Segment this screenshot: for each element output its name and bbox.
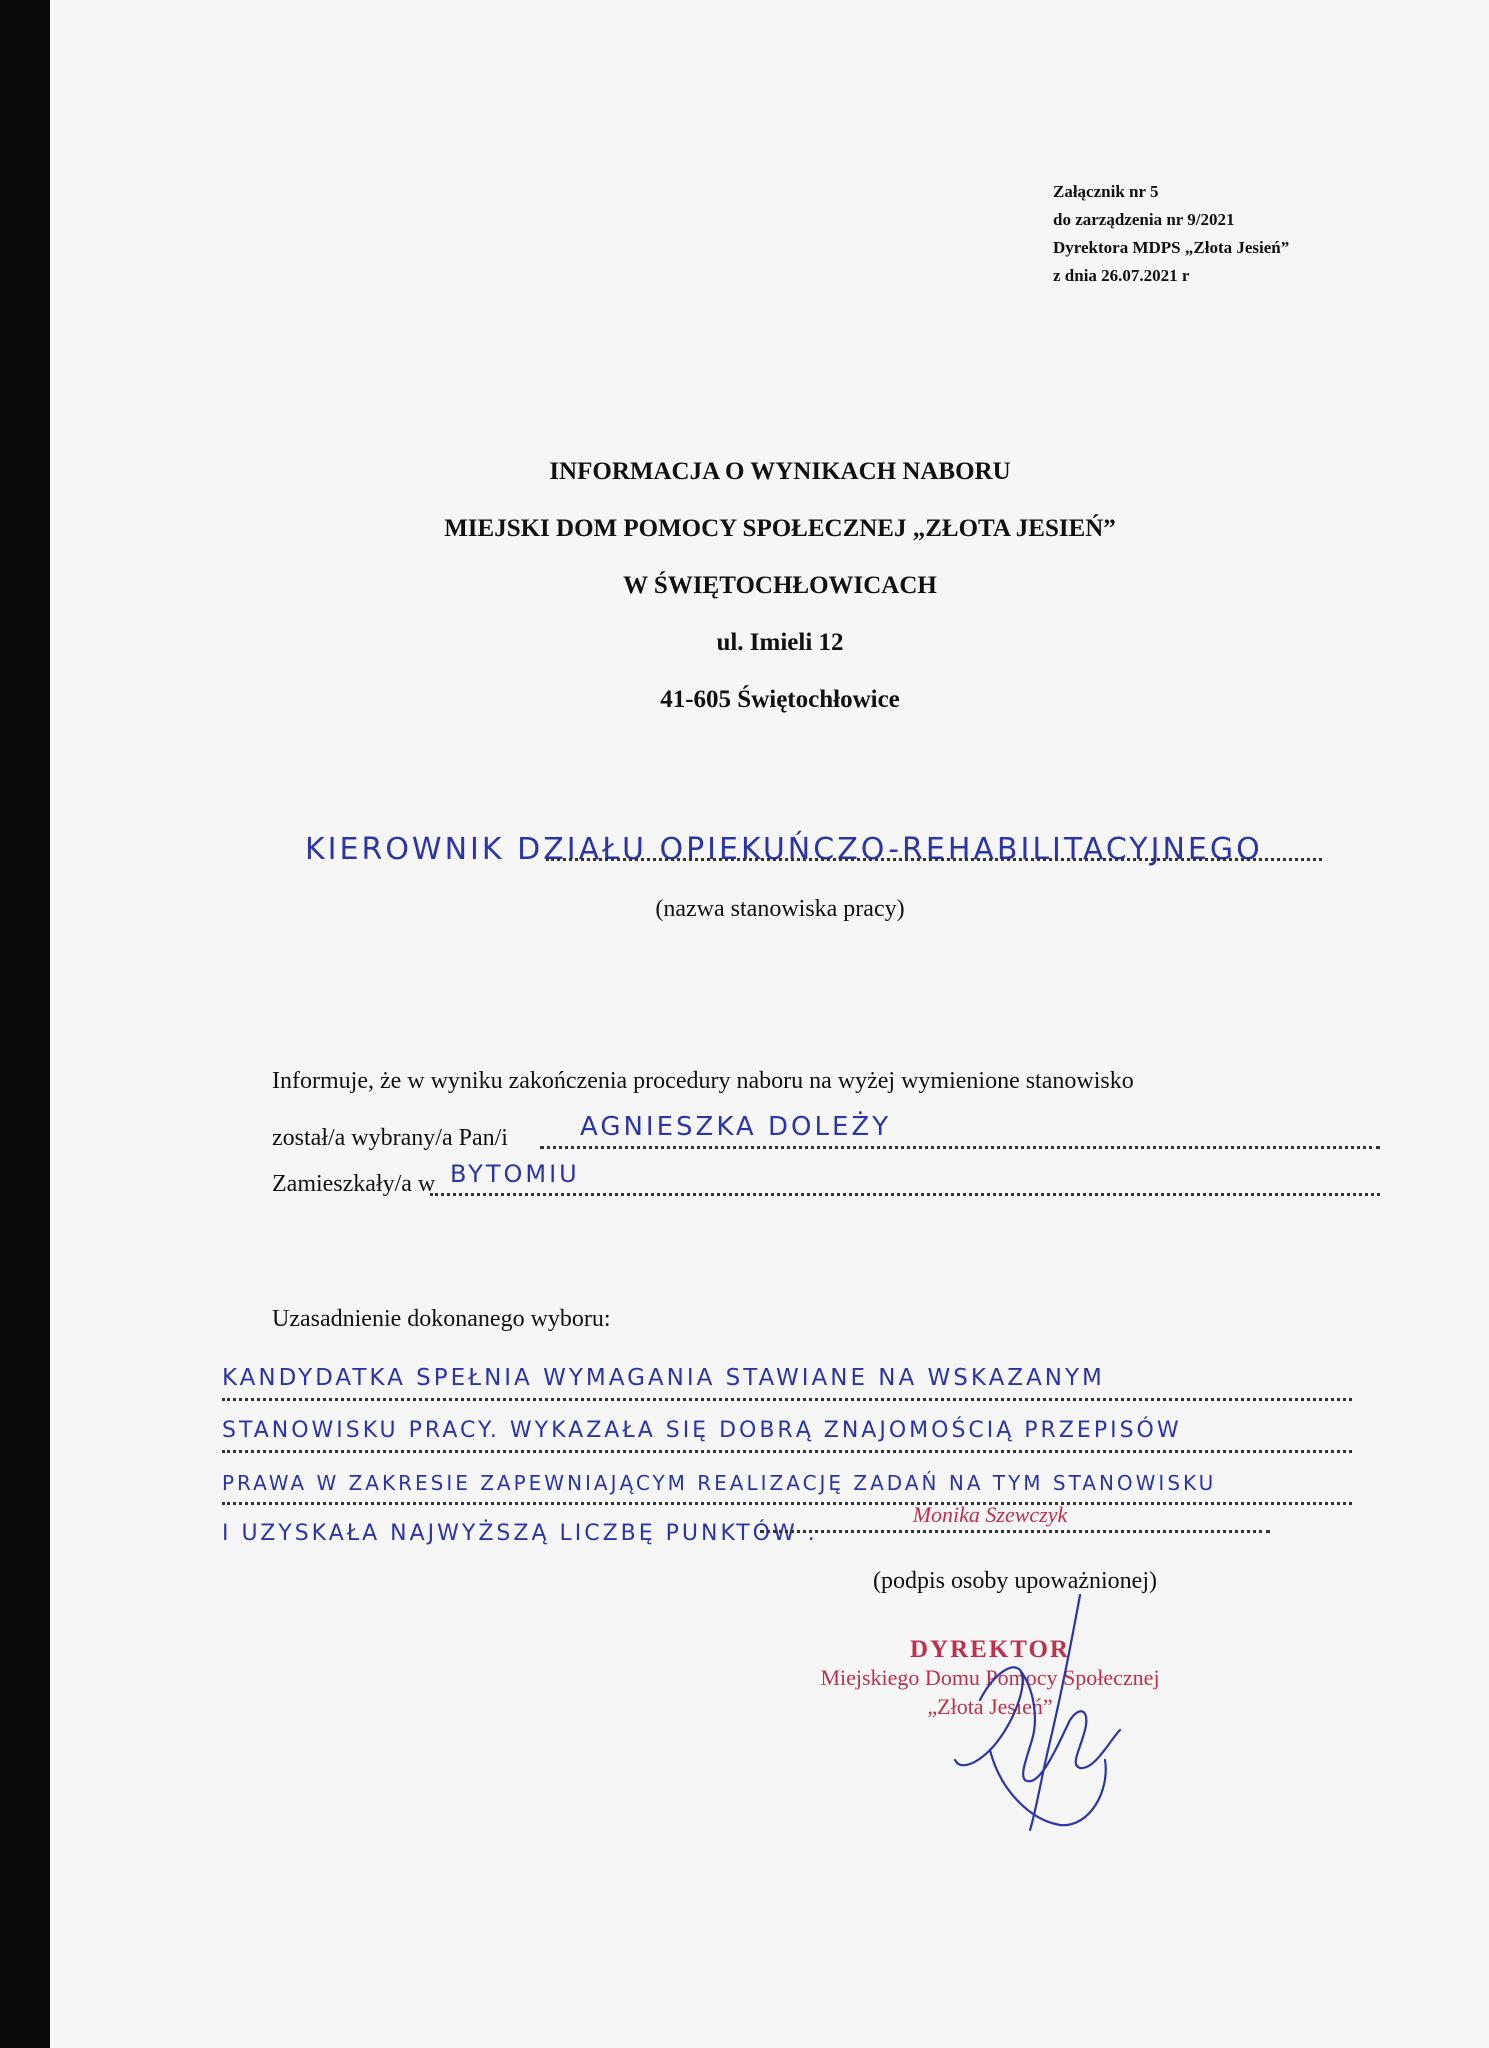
annex-line: Załącznik nr 5 (1053, 182, 1159, 201)
justification-dotted-line (222, 1450, 1352, 1453)
institution-postal: 41-605 Świętochłowice (660, 686, 900, 713)
residence-dotted-line (430, 1193, 1380, 1196)
intro-text: Informuje, że w wyniku zakończenia procedury naboru na wyżej wymienione stanowisko (272, 1068, 1134, 1094)
chosen-dotted-line (540, 1146, 1380, 1149)
annex-block (1053, 178, 1289, 290)
annex-line: z dnia 26.07.2021 r (1053, 266, 1190, 285)
position-name-handwritten: KIEROWNIK DZIAŁU OPIEKUŃCZO-REHABILITACYJNEGO (305, 832, 1263, 867)
stamp-institution: Miejskiego Domu Pomocy Społecznej (820, 1665, 1160, 1690)
chosen-label: został/a wybrany/a Pan/i (272, 1125, 508, 1151)
document-title: INFORMACJA O WYNIKACH NABORU (549, 458, 1011, 485)
justification-label: Uzasadnienie dokonanego wyboru: (272, 1306, 611, 1332)
justification-dotted-line (222, 1398, 1352, 1401)
residence-handwritten: BYTOMIU (450, 1160, 580, 1188)
scan-edge (0, 0, 50, 2048)
annex-line: Dyrektora MDPS „Złota Jesień” (1053, 238, 1290, 257)
stamp-signatory-name: Monika Szewczyk (912, 1502, 1068, 1527)
annex-line: do zarządzenia nr 9/2021 (1053, 210, 1235, 229)
handwritten-signature (920, 1590, 1180, 1840)
chosen-name-handwritten: AGNIESZKA DOLEŻY (580, 1112, 892, 1142)
justification-line: PRAWA W ZAKRESIE ZAPEWNIAJĄCYM REALIZACJĘ ZADAŃ NA TYM STANOWISKU (222, 1471, 1217, 1495)
institution-name: MIEJSKI DOM POMOCY SPOŁECZNEJ „ZŁOTA JESIEŃ” (444, 515, 1116, 542)
justification-line: KANDYDATKA SPEŁNIA WYMAGANIA STAWIANE NA WSKAZANYM (222, 1365, 1105, 1391)
position-caption: (nazwa stanowiska pracy) (655, 896, 905, 922)
signature-caption: (podpis osoby upoważnionej) (873, 1568, 1157, 1594)
position-dotted-line (546, 858, 1322, 861)
stamp-title: DYREKTOR (909, 1636, 1070, 1663)
institution-street: ul. Imieli 12 (716, 629, 844, 656)
residence-label: Zamieszkały/a w (272, 1171, 436, 1197)
signature-dotted-line (760, 1530, 1270, 1533)
institution-city: W ŚWIĘTOCHŁOWICACH (623, 572, 937, 599)
document-page (50, 0, 1489, 2048)
justification-line: STANOWISKU PRACY. WYKAZAŁA SIĘ DOBRĄ ZNAJOMOŚCIĄ PRZEPISÓW (222, 1418, 1182, 1443)
document-header (0, 443, 1489, 728)
stamp-institution-name: „Złota Jesień” (927, 1694, 1053, 1719)
justification-line: I UZYSKAŁA NAJWYŻSZĄ LICZBĘ PUNKTÓW . (222, 1521, 818, 1546)
